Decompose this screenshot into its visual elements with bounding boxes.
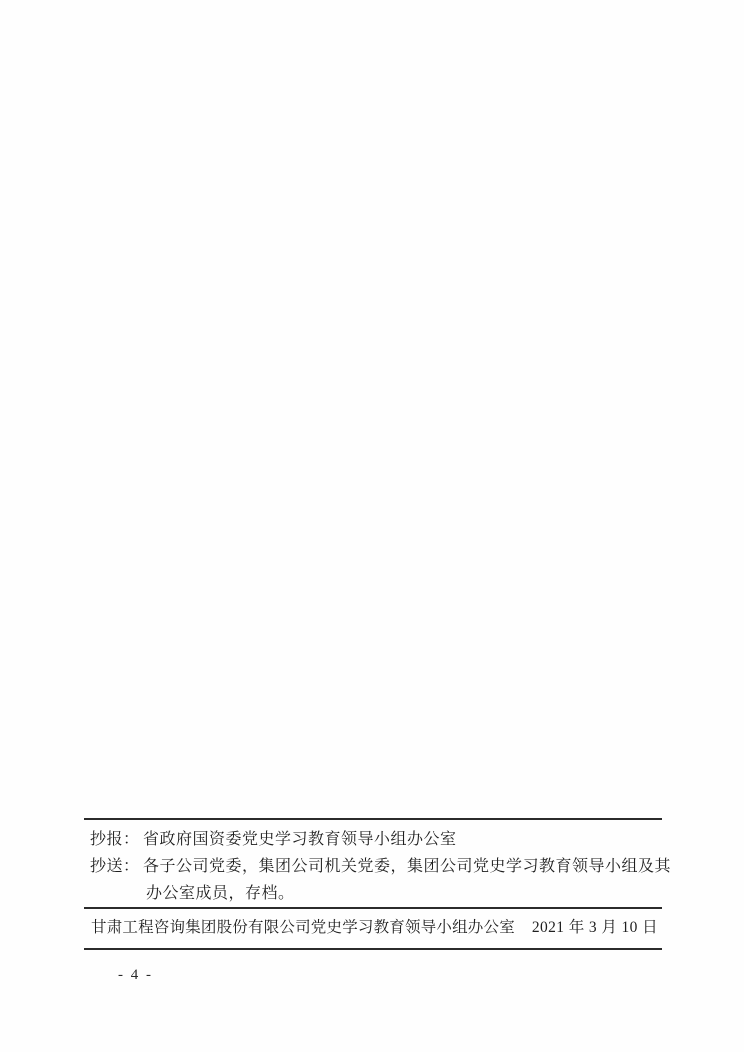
- footer-top-rule: [84, 818, 662, 820]
- copy-send-row: [90, 858, 671, 876]
- copy-send-content-line2: 办公室成员，存档。: [146, 885, 295, 902]
- copy-report-content: 省政府国资委党史学习教育领导小组办公室: [143, 831, 457, 848]
- copy-send-label: 抄送：: [90, 858, 140, 875]
- issuer-bottom-rule: [84, 948, 662, 950]
- copy-send-content-line1: 各子公司党委，集团公司机关党委，集团公司党史学习教育领导小组及其: [143, 858, 672, 875]
- issuer-row: [91, 919, 658, 937]
- copy-report-label: 抄报：: [90, 831, 140, 848]
- copy-report-row: [90, 831, 457, 849]
- issuer-office-name: 甘肃工程咨询集团股份有限公司党史学习教育领导小组办公室: [91, 919, 515, 936]
- issuer-top-rule: [84, 907, 662, 909]
- issue-date: 2021 年 3 月 10 日: [531, 919, 658, 936]
- page-number: - 4 -: [118, 967, 153, 983]
